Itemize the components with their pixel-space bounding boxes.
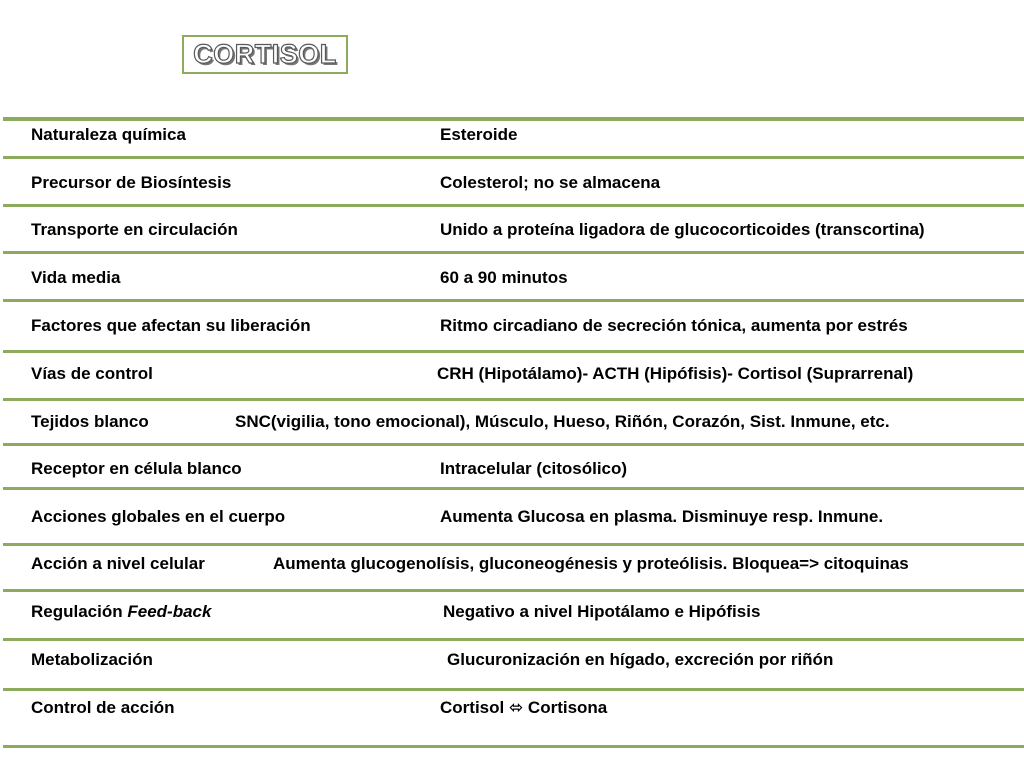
row-label: Receptor en célula blanco xyxy=(31,459,242,478)
table-rule xyxy=(3,299,1024,302)
row-label: Precursor de Biosíntesis xyxy=(31,173,232,192)
page-title: CORTISOL xyxy=(193,39,337,69)
row-label-italic: Feed-back xyxy=(127,602,212,621)
row-label: Tejidos blanco xyxy=(31,412,149,431)
row-value: 60 a 90 minutos xyxy=(440,268,568,287)
row-value: Colesterol; no se almacena xyxy=(440,173,661,192)
table-rule xyxy=(3,350,1024,353)
row-label: Naturaleza química xyxy=(31,125,186,144)
table-rule xyxy=(3,398,1024,401)
row-value: CRH (Hipotálamo)- ACTH (Hipófisis)- Cortisol (Suprarrenal) xyxy=(437,364,914,383)
table-rule xyxy=(3,251,1024,254)
table-rule xyxy=(3,156,1024,159)
table-rule xyxy=(3,688,1024,691)
row-label: Metabolización xyxy=(31,650,153,669)
table-rule xyxy=(3,543,1024,546)
row-label: Transporte en circulación xyxy=(31,220,238,239)
table-rule xyxy=(3,589,1024,592)
row-value: Glucuronización en hígado, excreción por riñón xyxy=(447,650,834,669)
row-value: Intracelular (citosólico) xyxy=(440,459,628,478)
row-label: Control de acción xyxy=(31,698,175,717)
row-label xyxy=(31,602,211,622)
row-value: Esteroide xyxy=(440,125,518,144)
row-label: Acción a nivel celular xyxy=(31,554,205,573)
row-value: Aumenta Glucosa en plasma. Disminuye resp. Inmune. xyxy=(440,507,884,526)
table-rule xyxy=(3,117,1024,121)
row-label: Factores que afectan su liberación xyxy=(31,316,311,335)
row-value: SNC(vigilia, tono emocional), Músculo, Hueso, Riñón, Corazón, Sist. Inmune, etc. xyxy=(235,412,890,431)
row-label: Vida media xyxy=(31,268,121,287)
row-value: Unido a proteína ligadora de glucocorticoides (transcortina) xyxy=(440,220,925,239)
row-value: Negativo a nivel Hipotálamo e Hipófisis xyxy=(443,602,761,621)
table-rule xyxy=(3,204,1024,207)
row-label: Acciones globales en el cuerpo xyxy=(31,507,286,526)
table-rule xyxy=(3,487,1024,490)
table-rule xyxy=(3,638,1024,641)
row-label-text: Regulación xyxy=(31,602,128,621)
row-value: Ritmo circadiano de secreción tónica, aumenta por estrés xyxy=(440,316,908,335)
row-label: Vías de control xyxy=(31,364,153,383)
row-value: Aumenta glucogenolísis, gluconeogénesis y proteólisis. Bloquea=> citoquinas xyxy=(273,554,909,573)
row-value: Cortisol ⬄ Cortisona xyxy=(440,698,608,717)
table-rule xyxy=(3,745,1024,748)
table-rule xyxy=(3,443,1024,446)
